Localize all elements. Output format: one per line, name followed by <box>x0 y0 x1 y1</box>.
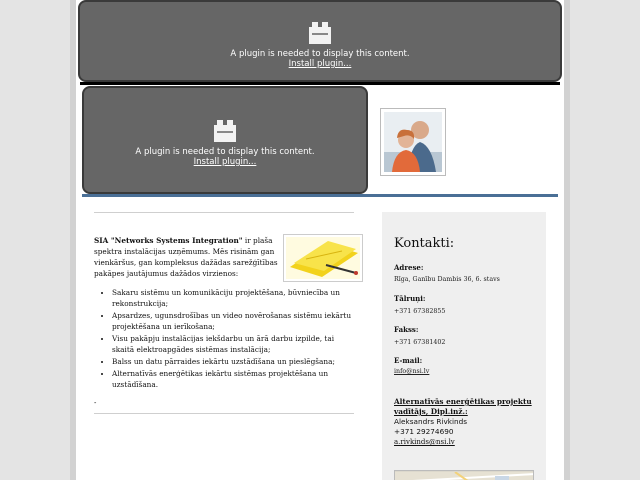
intro-line-3: vienkāršus, gan kompleksus dažādas sarežģītības <box>94 258 278 267</box>
intro-line-4: pakāpes jautājumus dažādos virzienos: <box>94 269 239 278</box>
plugin-placeholder-header[interactable] <box>78 0 562 82</box>
fax-value: +371 67381402 <box>394 339 446 346</box>
project-manager-title-1[interactable]: Alternatīvās enerģētikas projektu <box>394 397 532 406</box>
list-item: • Visu pakāpju instalācijas iekšdarbu un ārā darbu izpilde, tai skaitā elektroapgādes sistēmas instalācija; <box>112 333 356 355</box>
company-name: SIA "Networks Systems Integration" <box>94 236 243 245</box>
email-link[interactable]: info@nsi.lv <box>394 368 430 375</box>
person-email-link[interactable]: a.rivkinds@nsi.lv <box>394 438 455 446</box>
contacts-sidebar <box>382 212 546 480</box>
address-label: Adrese: <box>394 263 424 272</box>
project-manager-title-2[interactable]: vadītājs, Dipl.inž.: <box>394 407 468 416</box>
phone-label: Tālruņi: <box>394 294 426 303</box>
header-divider <box>80 82 560 85</box>
plugin-icon <box>306 21 334 45</box>
person-phone: +371 29274690 <box>394 427 454 436</box>
services-list <box>112 287 356 390</box>
contacts-title: Kontakti: <box>394 236 455 251</box>
documents-image <box>283 234 363 282</box>
email-label: E-mail: <box>394 356 423 365</box>
intro-text <box>94 235 284 279</box>
fax-label: Fakss: <box>394 325 419 334</box>
person-name: Aleksandrs Rivkinds <box>394 417 468 426</box>
list-item: • Sakaru sistēmu un komunikāciju projektēšana, būvniecība un rekonstrukcija; <box>112 287 356 309</box>
phone-value: +371 67382855 <box>394 308 446 315</box>
top-rule <box>94 212 354 213</box>
list-item: • Alternatīvās enerģētikas iekārtu sistēmas projektēšana un uzstādīšana. <box>112 368 356 390</box>
main-content <box>90 212 358 414</box>
team-photo <box>380 108 446 176</box>
install-plugin-link[interactable]: Install plugin... <box>193 157 257 167</box>
plugin-message: A plugin is needed to display this content. <box>135 147 315 157</box>
list-item: • Balss un datu pārraides iekārtu uzstādīšana un pieslēgšana; <box>112 356 356 367</box>
content-divider <box>82 194 558 197</box>
list-item: • Apsardzes, ugunsdrošības un video novērošanas sistēmu iekārtu projektēšana un ierīkošana; <box>112 310 356 332</box>
intro-line-2: spektra instalācijas uzņēmums. Mēs risinām gan <box>94 247 275 256</box>
bottom-rule <box>94 413 354 414</box>
plugin-message: A plugin is needed to display this content. <box>230 49 410 59</box>
plugin-icon <box>211 119 239 143</box>
location-map[interactable] <box>394 470 534 480</box>
footer-dash: - <box>94 399 97 407</box>
address-value: Rīga, Ganību Dambis 36, 6. stavs <box>394 276 500 283</box>
install-plugin-link[interactable]: Install plugin... <box>288 59 352 69</box>
intro-line-1: ir plaša <box>242 236 273 245</box>
plugin-placeholder-banner[interactable] <box>82 86 368 194</box>
